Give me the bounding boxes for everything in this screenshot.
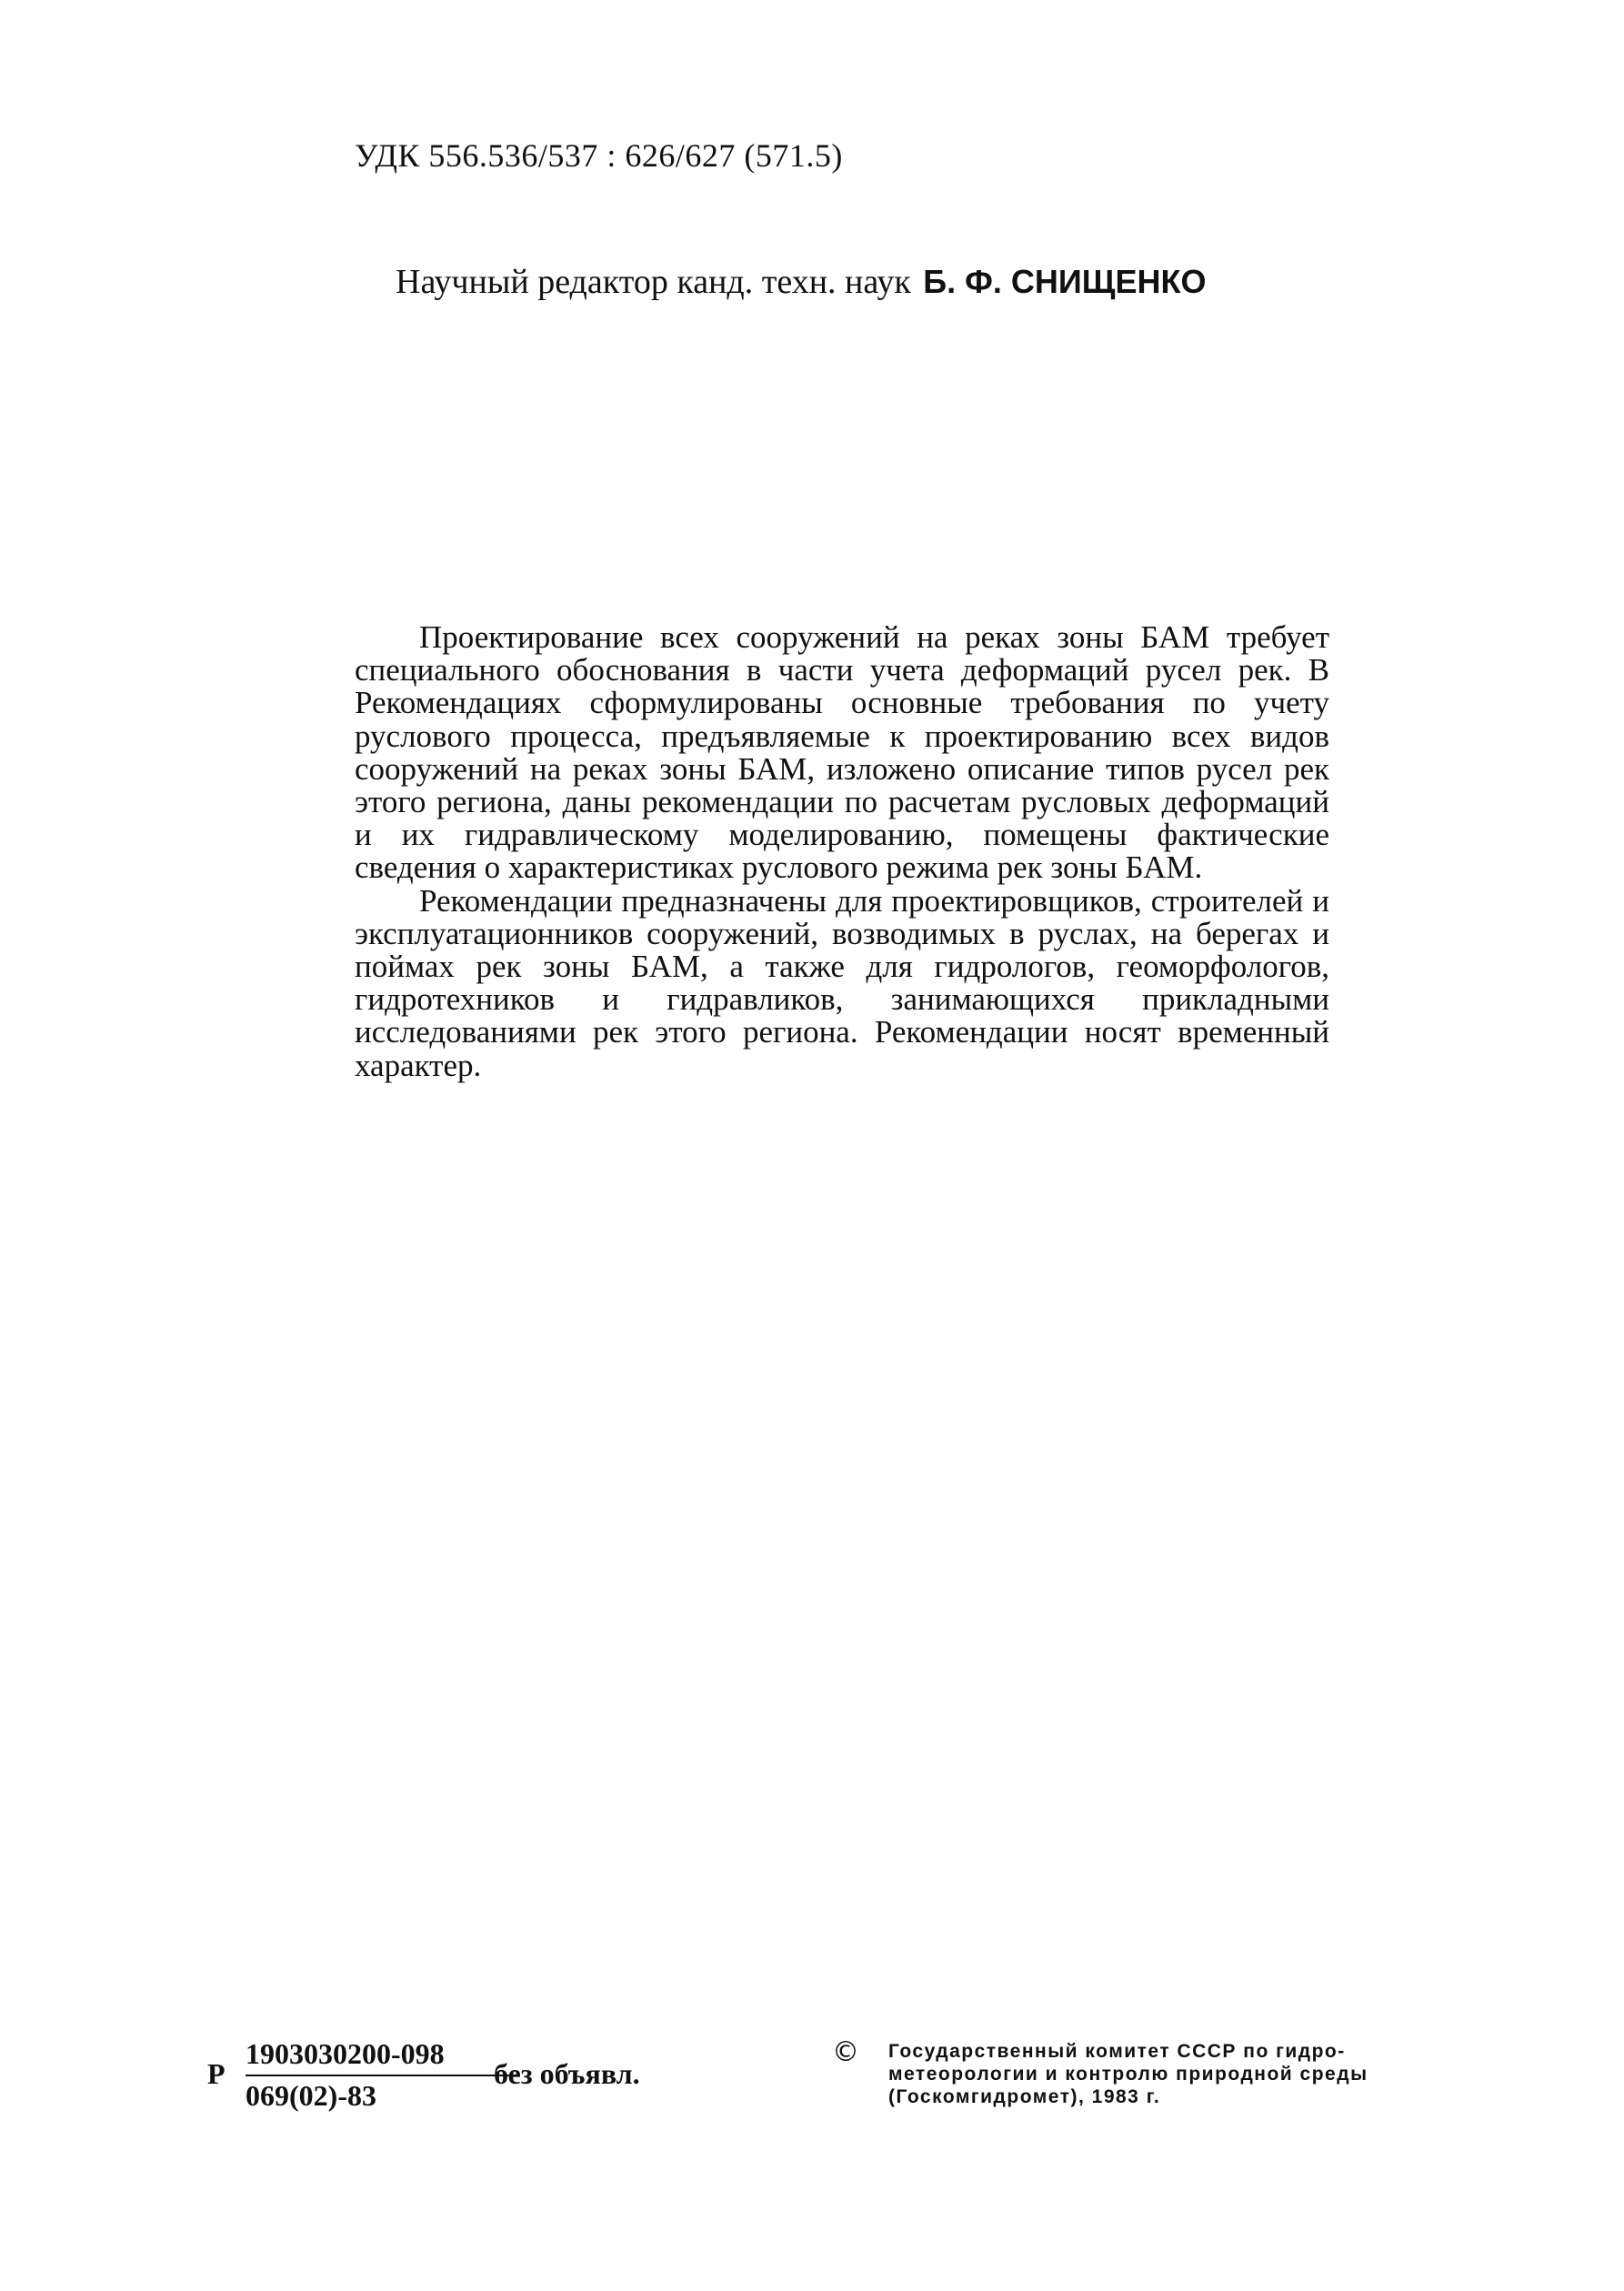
editor-name: Б. Ф. СНИЩЕНКО	[923, 263, 1207, 300]
copyright-holder-line-2: метеорологии и контролю природной среды	[888, 2064, 1368, 2085]
abstract-paragraph-1: Проектирование всех сооружений на реках зоны БАМ требует специального обоснования в части учета деформаций русел рек. В Рекомендациях сформулированы основные требования по учету руслового процесса, предъявляемые к проектированию всех видов сооружений на реках зоны БАМ, изложено описание типов русел рек этого региона, даны рекомендации по расчетам русловых деформаций и их гидравлическому моделированию, помещены фактические сведения о характеристиках руслового режима рек зоны БАМ.	[355, 619, 1329, 886]
copyright-holder-line-1: Государственный комитет СССР по гидро-	[888, 2041, 1346, 2062]
copyright-holder	[888, 2040, 1489, 2108]
udk-code: УДК 556.536/537 : 626/627 (571.5)	[355, 137, 843, 174]
abstract	[355, 621, 1329, 1082]
copyright-icon: ©	[832, 2036, 859, 2068]
abstract-paragraph-2: Рекомендации предназначены для проектировщиков, строителей и эксплуатационников сооружений, возводимых в руслах, на берегах и поймах рек зоны БАМ, а также для гидрологов, геоморфологов, гидротехников и гидравликов, занимающихся прикладными исследованиями рек этого региона. Рекомендации носят временный характер.	[355, 882, 1329, 1083]
copyright-holder-line-3: (Госкомгидромет), 1983 г.	[888, 2086, 1161, 2107]
imprint-code-numerator: 1903030200-098	[246, 2037, 445, 2070]
copyright-block	[832, 2036, 1487, 2122]
scientific-editor-line	[396, 262, 1206, 302]
publication-imprint-code	[207, 2037, 698, 2110]
imprint-note: без объявл.	[494, 2057, 640, 2090]
editor-title: Научный редактор канд. техн. наук	[396, 263, 911, 301]
imprint-letter: Р	[207, 2057, 226, 2090]
imprint-code-denominator: 069(02)-83	[246, 2079, 376, 2112]
imprint-fraction-line	[246, 2075, 518, 2076]
